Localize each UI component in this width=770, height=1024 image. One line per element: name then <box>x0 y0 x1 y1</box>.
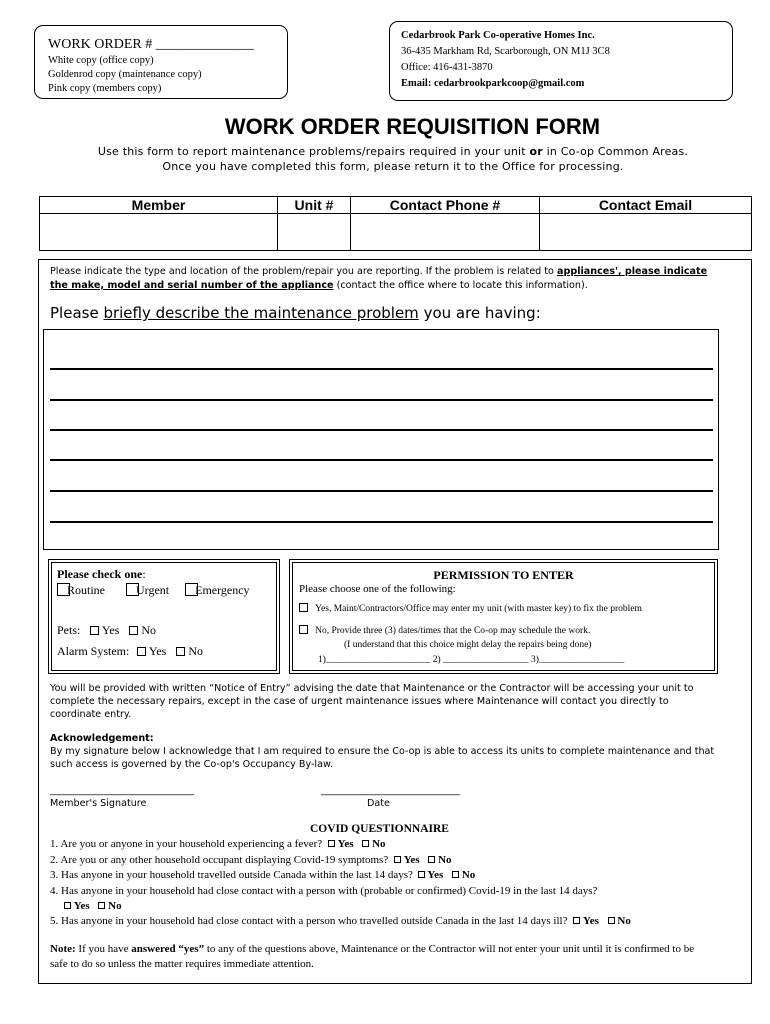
permission-title: PERMISSION TO ENTER <box>433 568 574 582</box>
description-line <box>50 521 713 523</box>
alarm-yes-checkbox[interactable] <box>137 647 146 656</box>
copy-goldenrod: Goldenrod copy (maintenance copy) <box>48 69 202 80</box>
q3-yes-checkbox[interactable] <box>418 871 425 878</box>
description-line <box>50 459 713 461</box>
form-title: WORK ORDER REQUISITION FORM <box>224 114 601 139</box>
description-line <box>50 399 713 401</box>
covid-question-2: 2. Are you or any other household occupant displaying Covid-19 symptoms? Yes No <box>50 854 452 866</box>
intro-line-1: Use this form to report maintenance problems/repairs required in your unit or in Co-op Common Areas. <box>97 145 689 158</box>
acknowledgement-text: By my signature below I acknowledge that I am required to ensure the Co-op is able to access its units to complete maintenance and that such access is governed by the Co-op's Occupancy By-law. <box>50 746 715 770</box>
permission-no-checkbox[interactable] <box>299 625 308 634</box>
covid-question-3: 3. Has anyone in your household travelled outside Canada within the last 14 days? Yes No <box>50 869 476 881</box>
work-order-box <box>34 25 288 99</box>
q5-yes-checkbox[interactable] <box>573 917 580 924</box>
coop-email: Email: cedarbrookparkcoop@gmail.com <box>401 78 585 89</box>
urgency-options <box>57 583 250 598</box>
contact-phone-field[interactable] <box>351 214 540 251</box>
member-table-input-row <box>40 214 752 251</box>
contact-email-header: Contact Email <box>540 197 752 214</box>
covid-note: Note: If you have answered “yes” to any of the questions above, Maintenance or the Contractor will not enter your unit until it is confirmed to be safe to do so unless the matter requires immediate attention. <box>50 943 695 970</box>
alarm-row: Alarm System: Yes No <box>57 644 204 658</box>
contact-phone-header: Contact Phone # <box>351 197 540 214</box>
signature-line[interactable]: ______________________________ <box>50 785 194 796</box>
describe-problem-prompt: Please briefly describe the maintenance problem you are having: <box>50 304 541 322</box>
pets-no-checkbox[interactable] <box>129 626 138 635</box>
coop-office-phone: Office: 416-431-3870 <box>401 62 493 73</box>
copy-white: White copy (office copy) <box>48 55 154 66</box>
permission-choose: Please choose one of the following: <box>299 583 456 595</box>
coop-name: Cedarbrook Park Co-operative Homes Inc. <box>401 30 595 41</box>
covid-question-5: 5. Has anyone in your household had close contact with a person who travelled outside Canada in the last 14 days ill? Yes No <box>50 915 631 927</box>
contact-email-field[interactable] <box>540 214 752 251</box>
member-table-header-row <box>40 197 752 214</box>
copy-pink: Pink copy (members copy) <box>48 83 162 94</box>
q4-yes-checkbox[interactable] <box>64 902 71 909</box>
q2-no-checkbox[interactable] <box>428 856 435 863</box>
q4-no-checkbox[interactable] <box>98 902 105 909</box>
problem-description-area[interactable] <box>43 329 719 550</box>
member-field[interactable] <box>40 214 278 251</box>
covid-title: COVID QUESTIONNAIRE <box>310 823 449 835</box>
permission-no-option[interactable]: No, Provide three (3) dates/times that the Co-op may schedule the work. <box>299 625 590 636</box>
emergency-option[interactable]: Emergency <box>185 583 249 597</box>
pets-yes-checkbox[interactable] <box>90 626 99 635</box>
intro-line-2: Once you have completed this form, please return it to the Office for processing. <box>162 160 624 173</box>
notice-of-entry-text: You will be provided with written “Notice of Entry” advising the date that Maintenance or the Contractor will be accessing your unit to complete the necessary repairs, except in the case of urgent maintenance issues where Maintenance will contact you directly to coordinate entry. <box>50 683 694 720</box>
coop-info-box <box>389 21 733 101</box>
q3-no-checkbox[interactable] <box>452 871 459 878</box>
description-line <box>50 490 713 492</box>
date-label: Date <box>367 798 390 809</box>
date-line[interactable]: _____________________________ <box>321 785 461 796</box>
covid-question-4-answers: Yes No <box>64 900 122 912</box>
permission-dates[interactable]: 1)______________________ 2) __________________ 3)__________________ <box>318 655 625 665</box>
problem-note: Please indicate the type and location of the problem/repair you are reporting. If the problem is related to appliances', please indicate the make, model and serial number of the appliance (contact the office where to locate this information). <box>50 266 708 291</box>
covid-question-4: 4. Has anyone in your household had close contact with a person with (probable or confirmed) Covid-19 in the last 14 days? <box>50 885 598 897</box>
routine-option[interactable]: Routine <box>57 583 105 597</box>
permission-understand: (I understand that this choice might delay the repairs being done) <box>344 640 592 650</box>
member-info-table <box>39 196 752 251</box>
urgent-option[interactable]: Urgent <box>126 583 169 597</box>
q1-yes-checkbox[interactable] <box>328 840 335 847</box>
q5-no-checkbox[interactable] <box>608 917 615 924</box>
covid-question-1: 1. Are you or anyone in your household experiencing a fever? Yes No <box>50 838 386 850</box>
check-one-label: Please check one: <box>57 567 146 581</box>
acknowledgement-title: Acknowledgement: <box>50 733 154 744</box>
work-order-number: WORK ORDER # ______________ <box>48 37 254 52</box>
q1-no-checkbox[interactable] <box>362 840 369 847</box>
member-header: Member <box>40 197 278 214</box>
unit-field[interactable] <box>278 214 351 251</box>
coop-address: 36-435 Markham Rd, Scarborough, ON M1J 3C8 <box>401 46 610 57</box>
pets-row: Pets: Yes No <box>57 623 157 637</box>
description-line <box>50 429 713 431</box>
q2-yes-checkbox[interactable] <box>394 856 401 863</box>
alarm-no-checkbox[interactable] <box>176 647 185 656</box>
description-line <box>50 368 713 370</box>
permission-yes-checkbox[interactable] <box>299 603 308 612</box>
signature-label: Member's Signature <box>50 798 147 809</box>
unit-header: Unit # <box>278 197 351 214</box>
permission-yes-option[interactable]: Yes, Maint/Contractors/Office may enter my unit (with master key) to fix the problem <box>299 603 642 614</box>
